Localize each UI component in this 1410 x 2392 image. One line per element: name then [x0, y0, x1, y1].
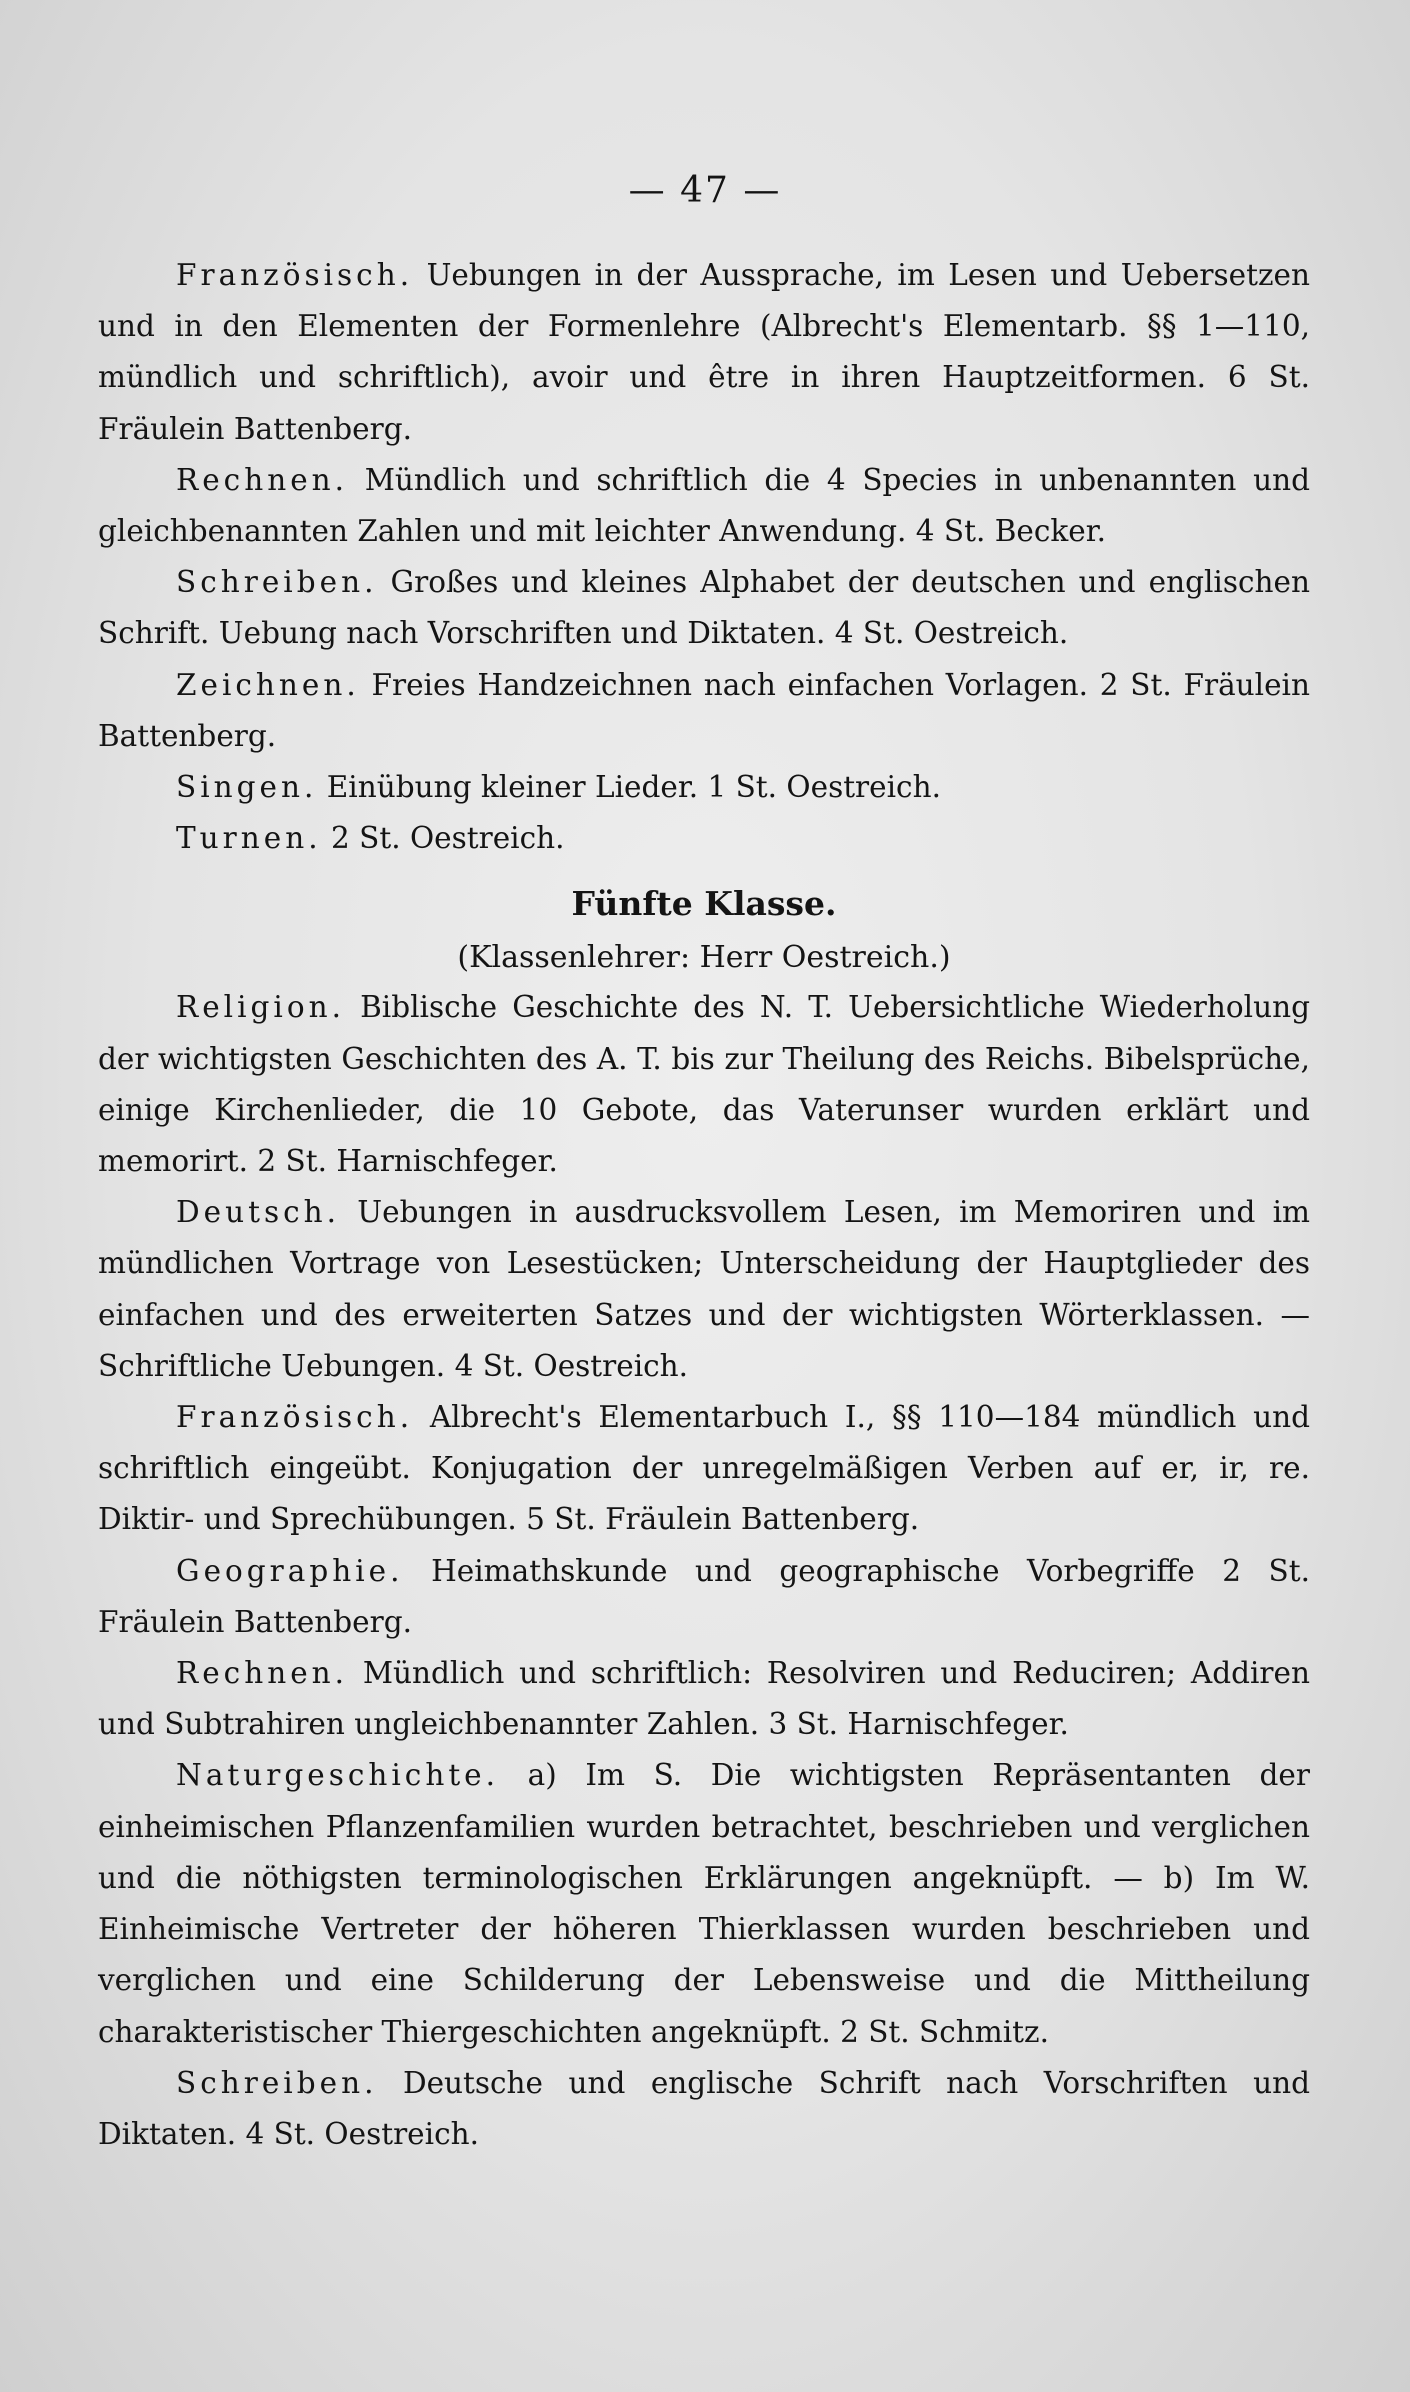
- section-heading: Fünfte Klasse.: [571, 884, 837, 924]
- page-body: [98, 250, 1310, 2160]
- paragraph-text: Heimathskunde und geographische Vorbegriffe 2 St. Fräulein Battenberg.: [98, 1553, 1310, 1639]
- subject-label: Rechnen.: [176, 1656, 349, 1691]
- paragraph-text: Uebungen in ausdrucksvollem Lesen, im Memoriren und im mündlichen Vortrage von Lesestücken; Unterscheidung der Hauptglieder des einfachen und des erweiterten Satzes und der wichtigsten Wörterklassen. — Schriftliche Uebungen. 4 St. Oestreich.: [98, 1195, 1310, 1383]
- paragraph-text: Uebungen in der Aussprache, im Lesen und Uebersetzen und in den Elementen der Formenlehre (Albrecht's Elementarb. §§ 1—110, mündlich und schriftlich), avoir und être in ihren Hauptzeitformen. 6 St. Fräulein Battenberg.: [98, 258, 1310, 446]
- section-subheading: (Klassenlehrer: Herr Oestreich.): [457, 940, 951, 976]
- subject-label: Rechnen.: [176, 462, 349, 497]
- paragraph-schreiben-5: [98, 2058, 1310, 2160]
- paragraph-singen-4: [98, 762, 1310, 813]
- subject-label: Deutsch.: [176, 1195, 341, 1230]
- paragraph-text: Einübung kleiner Lieder. 1 St. Oestreich.: [326, 770, 941, 805]
- subject-label: Turnen.: [176, 821, 322, 856]
- paragraph-text: Freies Handzeichnen nach einfachen Vorlagen. 2 St. Fräulein Battenberg.: [98, 667, 1310, 753]
- paragraph-geographie-5: [98, 1546, 1310, 1648]
- paragraph-zeichnen-4: [98, 660, 1310, 762]
- paragraph-text: Mündlich und schriftlich die 4 Species in unbenannten und gleichbenannten Zahlen und mit leichter Anwendung. 4 St. Becker.: [98, 462, 1310, 549]
- subject-label: Geographie.: [176, 1553, 404, 1588]
- paragraph-text: a) Im S. Die wichtigsten Repräsentanten der einheimischen Pflanzenfamilien wurden betrachtet, beschrieben und verglichen und die nöthigsten terminologischen Erklärungen angeknüpft. — b) Im W. Einheimische Vertreter der höheren Thierklassen wurden beschrieben und verglichen und eine Schilderung der Lebensweise und die Mittheilung charakteristischer Thiergeschichten angeknüpft. 2 St. Schmitz.: [98, 1758, 1310, 2049]
- page-number: — 47 —: [628, 170, 782, 211]
- paragraph-text: Großes und kleines Alphabet der deutschen und englischen Schrift. Uebung nach Vorschriften und Diktaten. 4 St. Oestreich.: [98, 565, 1310, 651]
- paragraph-franzoesisch-4: [98, 250, 1310, 455]
- paragraph-rechnen-4: [98, 455, 1310, 557]
- subject-label: Religion.: [176, 990, 345, 1025]
- subject-label: Französisch.: [176, 1400, 414, 1435]
- paragraph-franzoesisch-5: [98, 1392, 1310, 1546]
- paragraph-deutsch-5: [98, 1187, 1310, 1392]
- paragraph-schreiben-4: [98, 557, 1310, 659]
- subject-label: Schreiben.: [176, 2065, 378, 2100]
- subject-label: Zeichnen.: [176, 667, 360, 702]
- paragraph-text: Deutsche und englische Schrift nach Vorschriften und Diktaten. 4 St. Oestreich.: [98, 2065, 1310, 2151]
- subject-label: Singen.: [176, 770, 318, 805]
- paragraph-text: Biblische Geschichte des N. T. Uebersichtliche Wiederholung der wichtigsten Geschichten des A. T. bis zur Theilung des Reichs. Bibelsprüche, einige Kirchenlieder, die 10 Gebote, das Vaterunser wurden erklärt und memorirt. 2 St. Harnischfeger.: [98, 990, 1310, 1179]
- subject-label: Französisch.: [176, 258, 414, 292]
- subject-label: Naturgeschichte.: [176, 1758, 500, 1793]
- paragraph-religion-5: [98, 982, 1310, 1187]
- paragraph-text: Albrecht's Elementarbuch I., §§ 110—184 mündlich und schriftlich eingeübt. Konjugation der unregelmäßigen Verben auf er, ir, re. Diktir- und Sprechübungen. 5 St. Fräulein Battenberg.: [98, 1400, 1310, 1537]
- paragraph-text: 2 St. Oestreich.: [331, 821, 565, 856]
- subject-label: Schreiben.: [176, 565, 378, 600]
- paragraph-naturgeschichte-5: [98, 1750, 1310, 2057]
- paragraph-turnen-4: [98, 813, 1310, 864]
- paragraph-text: Mündlich und schriftlich: Resolviren und Reduciren; Addiren und Subtrahiren ungleichbenannter Zahlen. 3 St. Harnischfeger.: [98, 1656, 1310, 1742]
- paragraph-rechnen-5: [98, 1648, 1310, 1750]
